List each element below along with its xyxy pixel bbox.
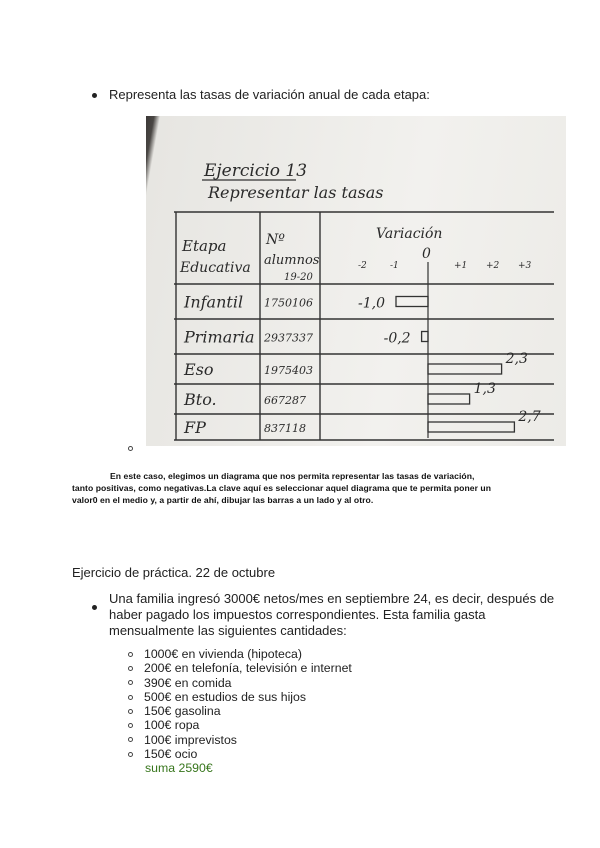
expense-item	[128, 733, 352, 747]
photo-rows	[183, 293, 541, 438]
variation-label: 2,7	[518, 409, 541, 425]
axis-ticks	[358, 246, 532, 271]
explanation-line-3: valor0 en el medio y, a partir de ahí, dibujar las barras a un lado y al otro.	[72, 495, 374, 505]
exercise-paragraph	[109, 591, 555, 639]
circle-bullet	[128, 709, 133, 714]
row-students: 2937337	[264, 331, 313, 345]
expense-item	[128, 647, 352, 661]
row-stage: Bto.	[184, 390, 217, 409]
circle-bullet	[128, 695, 133, 700]
expense-item	[128, 718, 352, 732]
axis-tick-label: -2	[358, 261, 367, 271]
explanation-line-2: tanto positivas, como negativas.La clave aquí es seleccionar aquel diagrama que te permita poner un	[72, 483, 492, 493]
expense-text: 100€ imprevistos	[144, 732, 237, 747]
circle-bullet	[128, 680, 133, 685]
axis-tick-label: -1	[390, 261, 399, 271]
expense-item	[128, 704, 352, 718]
row-stage: FP	[184, 418, 206, 437]
handwritten-sheet	[146, 116, 566, 446]
expense-item	[128, 661, 352, 675]
exercise-line-3: mensualmente las siguientes cantidades:	[109, 623, 347, 638]
circle-bullet	[128, 723, 133, 728]
students-header-2: alumnos	[264, 253, 320, 268]
expense-text: 100€ ropa	[144, 718, 200, 733]
variation-label: -0,2	[383, 330, 411, 347]
variation-bar	[396, 297, 428, 307]
students-header-1: Nº	[266, 232, 285, 248]
exercise-line-1: Una familia ingresó 3000€ netos/mes en septiembre 24, es decir, después de	[109, 591, 555, 606]
expense-item	[128, 676, 352, 690]
row-students: 1750106	[264, 296, 313, 310]
photo-title-2: Representar las tasas	[208, 183, 384, 202]
row-stage: Infantil	[184, 292, 244, 312]
row-stage: Eso	[184, 360, 214, 379]
exercise-line-2: haber pagado los impuestos correspondientes. Esta familia gasta	[109, 607, 486, 622]
sum-label: suma 2590€	[145, 761, 213, 776]
row-students: 837118	[264, 422, 306, 435]
bullet-dot	[92, 605, 97, 610]
expense-text: 1000€ en vivienda (hipoteca)	[144, 647, 302, 661]
row-students: 1975403	[264, 364, 313, 377]
axis-tick-label: 0	[422, 246, 431, 262]
circle-bullet	[128, 737, 133, 742]
photo-table-grid	[174, 212, 554, 440]
students-header-3: 19-20	[284, 272, 313, 283]
variation-bar	[428, 364, 502, 374]
expense-item	[128, 747, 352, 761]
variation-label: -1,0	[358, 295, 385, 312]
variation-label: 1,3	[473, 381, 496, 397]
axis-tick-label: +1	[454, 261, 468, 271]
instruction-text: Representa las tasas de variación anual de cada etapa:	[109, 87, 430, 102]
expenses-list	[128, 647, 352, 776]
stage-header-2: Educativa	[180, 260, 251, 276]
instruction-bullet	[92, 87, 430, 103]
expense-text: 500€ en estudios de sus hijos	[144, 689, 307, 704]
expense-text: 150€ gasolina	[144, 704, 221, 719]
circle-bullet	[128, 666, 133, 671]
row-students: 667287	[264, 394, 306, 407]
photo-list-marker	[128, 438, 133, 456]
axis-tick-label: +2	[486, 261, 500, 271]
row-stage: Primaria	[184, 327, 255, 347]
exercise-heading: Ejercicio de práctica. 22 de octubre	[72, 565, 276, 580]
variation-bar	[428, 394, 470, 404]
expense-text: 150€ ocio	[144, 747, 198, 762]
exercise-bullet	[92, 597, 97, 615]
variation-bar	[422, 332, 428, 342]
circle-bullet	[128, 752, 133, 757]
variation-label: 2,3	[505, 351, 528, 367]
circle-bullet	[128, 652, 133, 657]
explanation-paragraph	[72, 470, 542, 506]
variation-bar	[428, 422, 514, 432]
photo-title-1: Ejercicio 13	[204, 161, 308, 181]
axis-tick-label: +3	[518, 261, 532, 271]
expense-text: 390€ en comida	[144, 675, 232, 690]
expense-item	[128, 690, 352, 704]
expense-text: 200€ en telefonía, televisión e internet	[144, 661, 352, 676]
explanation-line-1: En este caso, elegimos un diagrama que nos permita representar las tasas de variación,	[110, 471, 475, 481]
variation-header: Variación	[376, 226, 443, 242]
stage-header-1: Etapa	[182, 237, 227, 255]
bullet-dot	[92, 93, 97, 98]
handwritten-photo	[146, 116, 566, 446]
circle-bullet	[128, 446, 133, 451]
